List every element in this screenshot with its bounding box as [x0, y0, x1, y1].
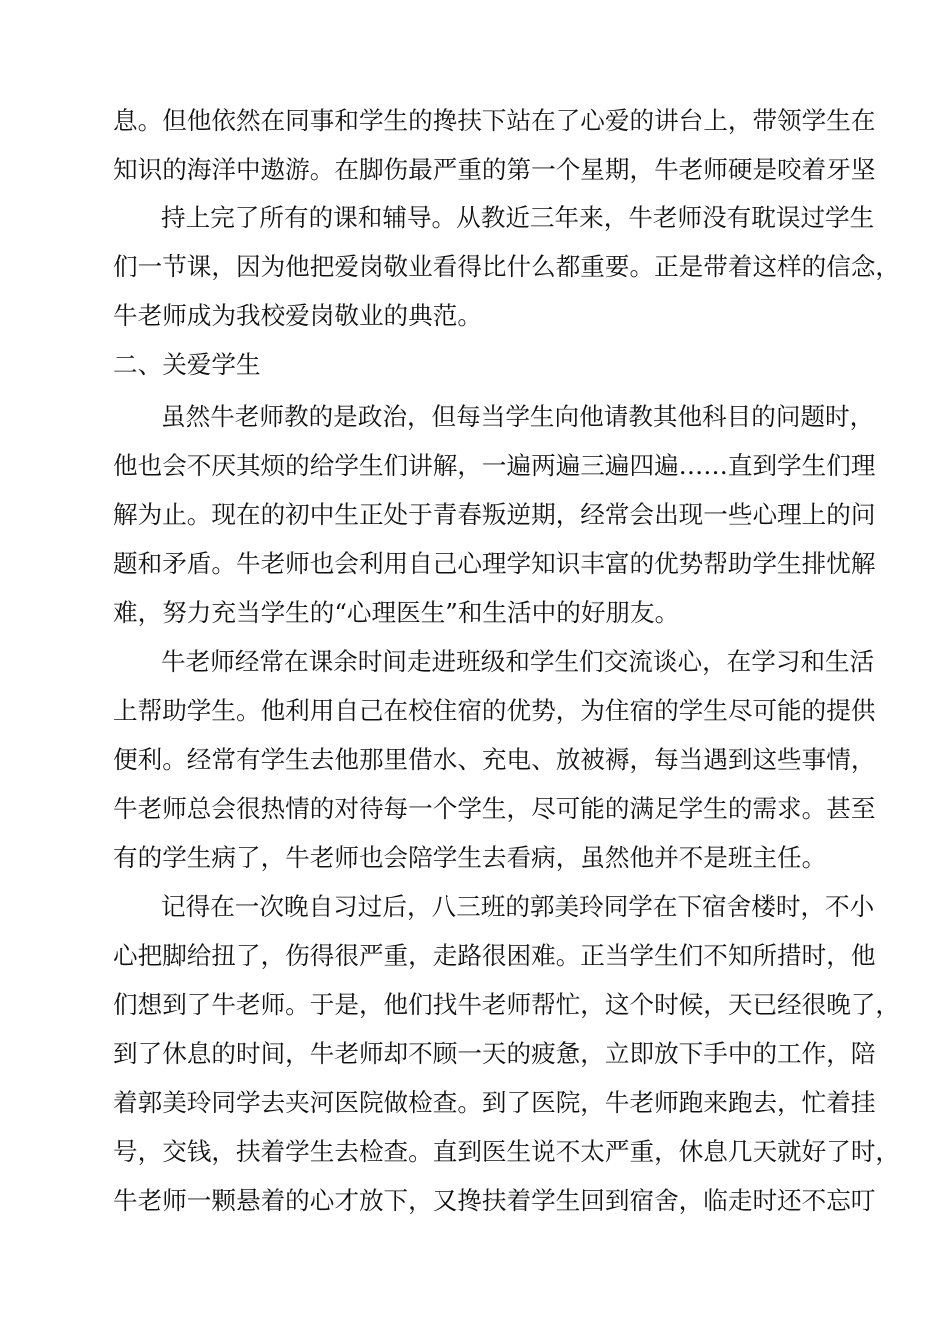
- text-line: 记得在一次晚自习过后，八三班的郭美玲同学在下宿舍楼时，不小: [161, 892, 875, 921]
- text-line: 着郭美玲同学去夹河医院做检查。到了医院，牛老师跑来跑去，忙着挂: [113, 1088, 876, 1117]
- text-line: 知识的海洋中遨游。在脚伤最严重的第一个星期，牛老师硬是咬着牙坚: [113, 155, 876, 184]
- text-line: 题和矛盾。牛老师也会利用自己心理学知识丰富的优势帮助学生排忧解: [113, 549, 876, 578]
- text-line: 有的学生病了，牛老师也会陪学生去看病，虽然他并不是班主任。: [113, 843, 827, 872]
- text-line: 上帮助学生。他利用自己在校住宿的优势，为住宿的学生尽可能的提供: [113, 696, 876, 725]
- text-line: 牛老师一颗悬着的心才放下，又搀扶着学生回到宿舍，临走时还不忘叮: [113, 1186, 876, 1215]
- text-line: 牛老师经常在课余时间走进班级和学生们交流谈心，在学习和生活: [161, 647, 875, 676]
- text-line: 号，交钱，扶着学生去检查。直到医生说不太严重，休息几天就好了时，: [113, 1137, 901, 1166]
- text-line: 牛老师总会很热情的对待每一个学生，尽可能的满足学生的需求。甚至: [113, 794, 876, 823]
- text-line: 便利。经常有学生去他那里借水、充电、放被褥，每当遇到这些事情，: [113, 745, 876, 774]
- section-heading: 二、关爱学生: [113, 350, 261, 379]
- text-line: 解为止。现在的初中生正处于青春叛逆期，经常会出现一些心理上的问: [113, 500, 876, 529]
- text-line: 持上完了所有的课和辅导。从教近三年来，牛老师没有耽误过学生: [161, 203, 875, 232]
- text-line: 们一节课，因为他把爱岗敬业看得比什么都重要。正是带着这样的信念，: [113, 252, 901, 281]
- text-line: 难，努力充当学生的“心理医生”和生活中的好朋友。: [113, 598, 680, 627]
- text-line: 牛老师成为我校爱岗敬业的典范。: [113, 301, 482, 330]
- text-line: 息。但他依然在同事和学生的搀扶下站在了心爱的讲台上，带领学生在: [113, 106, 876, 135]
- text-line: 到了休息的时间，牛老师却不顾一天的疲惫，立即放下手中的工作，陪: [113, 1039, 876, 1068]
- text-line: 们想到了牛老师。于是，他们找牛老师帮忙，这个时候，天已经很晚了，: [113, 990, 901, 1019]
- text-line: 虽然牛老师教的是政治，但每当学生向他请教其他科目的问题时，: [161, 402, 875, 431]
- text-line: 心把脚给扭了，伤得很严重，走路很困难。正当学生们不知所措时，他: [113, 941, 876, 970]
- text-line: 他也会不厌其烦的给学生们讲解，一遍两遍三遍四遍……直到学生们理: [113, 451, 876, 480]
